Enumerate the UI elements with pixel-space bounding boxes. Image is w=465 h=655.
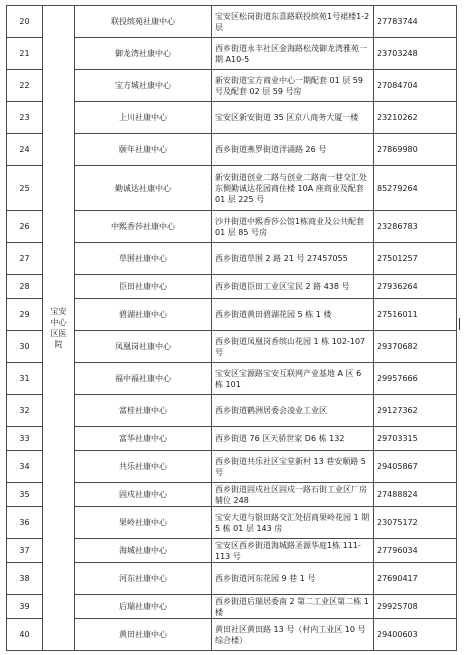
- clinic-name: 御龙湾社康中心: [75, 38, 212, 70]
- row-number: 23: [7, 102, 43, 134]
- row-number: 33: [7, 427, 43, 451]
- clinic-address: 西乡街道固戍社区固戍一路石街工业区厂房辅位 248: [212, 483, 374, 507]
- table-row: [7, 299, 457, 331]
- table-row: [7, 331, 457, 363]
- clinic-phone: 23210262: [374, 102, 457, 134]
- clinic-address: 西乡街道凤凰岗香缤山花园 1 栋 102-107 号: [212, 331, 374, 363]
- clinic-phone: 27869980: [374, 134, 457, 166]
- clinic-address: 西乡街道河东花园 9 巷 1 号: [212, 563, 374, 595]
- table-row: [7, 134, 457, 166]
- clinic-name: 颐年社康中心: [75, 134, 212, 166]
- clinic-phone: 27488824: [374, 483, 457, 507]
- table-row: [7, 38, 457, 70]
- district-label: 宝安中心区医院: [50, 307, 67, 349]
- table-row: [7, 563, 457, 595]
- clinic-name: 宝方城社康中心: [75, 70, 212, 102]
- clinic-name: 草围社康中心: [75, 243, 212, 275]
- clinic-name: 上川社康中心: [75, 102, 212, 134]
- clinic-name: 河东社康中心: [75, 563, 212, 595]
- table-row: [7, 363, 457, 395]
- clinic-address: 黄田社区黄田路 13 号（村内工业区 10 号综合楼）: [212, 619, 374, 651]
- clinic-name: 富华社康中心: [75, 427, 212, 451]
- clinic-address: 西乡街道鹤洲居委会凌业工业区: [212, 395, 374, 427]
- clinic-name: 勤诚达社康中心: [75, 166, 212, 211]
- clinic-phone: 27501257: [374, 243, 457, 275]
- table-row: [7, 619, 457, 651]
- clinic-phone: 27796034: [374, 539, 457, 563]
- clinic-phone: 29127362: [374, 395, 457, 427]
- row-number: 35: [7, 483, 43, 507]
- row-number: 40: [7, 619, 43, 651]
- row-number: 34: [7, 451, 43, 483]
- table-row: [7, 6, 457, 38]
- clinic-phone: 29405867: [374, 451, 457, 483]
- clinic-phone: 27783744: [374, 6, 457, 38]
- row-number: 29: [7, 299, 43, 331]
- table-row: [7, 507, 457, 539]
- row-number: 20: [7, 6, 43, 38]
- row-number: 26: [7, 211, 43, 243]
- row-number: 31: [7, 363, 43, 395]
- row-number: 24: [7, 134, 43, 166]
- clinic-address: 宝安区新安街道 35 区京八商务大厦一楼: [212, 102, 374, 134]
- clinic-address: 宝安区西乡街道海城路圣源华庭1栋 111-113 号: [212, 539, 374, 563]
- table-row: [7, 243, 457, 275]
- table-row: [7, 427, 457, 451]
- table-row: [7, 395, 457, 427]
- clinic-name: 海城社康中心: [75, 539, 212, 563]
- clinic-table-body: [7, 6, 457, 651]
- table-row: [7, 211, 457, 243]
- clinic-phone: 29925708: [374, 595, 457, 619]
- clinic-phone: 23075172: [374, 507, 457, 539]
- clinic-address: 西乡街道草围 2 路 21 号 27457055: [212, 243, 374, 275]
- row-number: 22: [7, 70, 43, 102]
- clinic-address: 宝安区松岗街道东喜路联投缤苑1号裙楼1-2层: [212, 6, 374, 38]
- clinic-address: 西乡街道 76 区天骄世家 D6 栋 132: [212, 427, 374, 451]
- clinic-address: 宝安大道与银田路交汇处招商果岭花园 1 期 5 栋 01 层 143 房: [212, 507, 374, 539]
- row-number: 37: [7, 539, 43, 563]
- clinic-name: 联投缤苑社康中心: [75, 6, 212, 38]
- table-row: [7, 102, 457, 134]
- row-number: 32: [7, 395, 43, 427]
- table-row: [7, 70, 457, 102]
- row-number: 36: [7, 507, 43, 539]
- clinic-name: 臣田社康中心: [75, 275, 212, 299]
- row-number: 27: [7, 243, 43, 275]
- clinic-address: 新安街道创业二路与创业二路南一巷交汇处东侧勤诚达花园商住楼 10A 座商业及配套 01 层 225 号: [212, 166, 374, 211]
- clinic-name: 中熙香莎社康中心: [75, 211, 212, 243]
- clinic-phone: 29703315: [374, 427, 457, 451]
- clinic-address: 宝安区宝源路宝安互联网产业基地 A 区 6 栋 101: [212, 363, 374, 395]
- clinic-phone: 27936264: [374, 275, 457, 299]
- clinic-address: 新安街道宝方商业中心一期配套 01 层 59 号及配套 02 层 59 号房: [212, 70, 374, 102]
- clinic-phone: 27690417: [374, 563, 457, 595]
- clinic-phone: 29400603: [374, 619, 457, 651]
- row-number: 30: [7, 331, 43, 363]
- clinic-name: 碧湖社康中心: [75, 299, 212, 331]
- clinic-name: 共乐社康中心: [75, 451, 212, 483]
- row-number: 39: [7, 595, 43, 619]
- clinic-address: 沙井街道中熙香莎公馆1栋商业及公共配套 01 层 85 号房: [212, 211, 374, 243]
- clinic-address: 西乡街道共乐社区宝堂新村 13 巷安顺路 5 号: [212, 451, 374, 483]
- row-number: 28: [7, 275, 43, 299]
- table-row: [7, 166, 457, 211]
- clinic-table: [6, 5, 457, 651]
- clinic-phone: 85279264: [374, 166, 457, 211]
- clinic-name: 后瑞社康中心: [75, 595, 212, 619]
- clinic-phone: 27084704: [374, 70, 457, 102]
- clinic-address: 西乡街道后瑞居委南 2 第二工业区第二栋 1 楼: [212, 595, 374, 619]
- clinic-phone: 29370682: [374, 331, 457, 363]
- clinic-address: 西乡街道燕罗街道洋涌路 26 号: [212, 134, 374, 166]
- clinic-address: 西乡街道黄田碧湖花园 5 栋 1 楼: [212, 299, 374, 331]
- table-row: [7, 451, 457, 483]
- row-number: 21: [7, 38, 43, 70]
- table-row: [7, 275, 457, 299]
- clinic-name: 果岭社康中心: [75, 507, 212, 539]
- clinic-address: 西乡街道永丰社区金海路松茂御龙湾雅苑一期 A10-5: [212, 38, 374, 70]
- clinic-address: 西乡街道臣田工业区宝民 2 路 438 号: [212, 275, 374, 299]
- table-row: [7, 483, 457, 507]
- clinic-phone: 29957666: [374, 363, 457, 395]
- clinic-name: 福中福社康中心: [75, 363, 212, 395]
- row-number: 25: [7, 166, 43, 211]
- clinic-name: 富桂社康中心: [75, 395, 212, 427]
- row-number: 38: [7, 563, 43, 595]
- clinic-phone: 23703248: [374, 38, 457, 70]
- page-edge-mark: [459, 318, 460, 330]
- clinic-name: 固戍社康中心: [75, 483, 212, 507]
- clinic-name: 黄田社康中心: [75, 619, 212, 651]
- table-row: [7, 595, 457, 619]
- clinic-name: 凤凰岗社康中心: [75, 331, 212, 363]
- clinic-phone: 27516011: [374, 299, 457, 331]
- district-cell: [43, 6, 75, 651]
- clinic-phone: 23286783: [374, 211, 457, 243]
- table-row: [7, 539, 457, 563]
